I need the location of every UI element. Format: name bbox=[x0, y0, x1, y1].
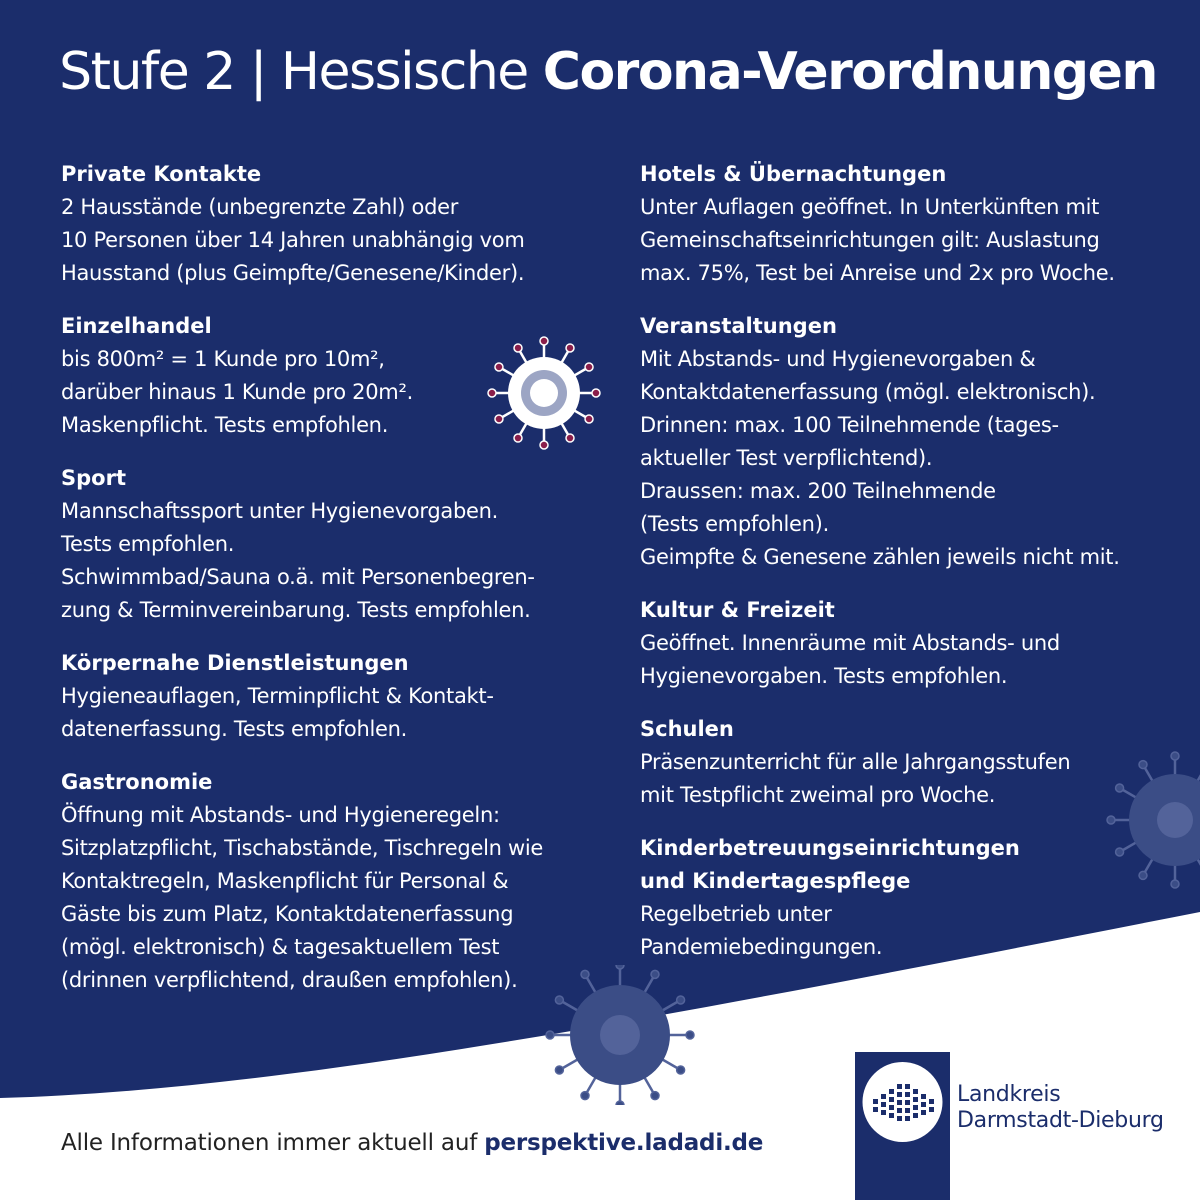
section-line: darüber hinaus 1 Kunde pro 20m². bbox=[61, 380, 413, 404]
landkreis-logo bbox=[855, 1052, 950, 1200]
section-title: Sport bbox=[61, 466, 126, 490]
section-line: (Tests empfohlen). bbox=[640, 512, 829, 536]
section-line: Gemeinschaftseinrichtungen gilt: Auslastung bbox=[640, 228, 1100, 252]
logo-grid-icon bbox=[855, 1052, 950, 1200]
section-line: 2 Hausstände (unbegrenzte Zahl) oder bbox=[61, 195, 459, 219]
virus-icon bbox=[483, 332, 605, 454]
section-line: Gäste bis zum Platz, Kontaktdatenerfassung bbox=[61, 902, 514, 926]
section-line: Präsenzunterricht für alle Jahrgangsstufen bbox=[640, 750, 1071, 774]
section-line: aktueller Test verpflichtend). bbox=[640, 446, 933, 470]
section-line: Geöffnet. Innenräume mit Abstands- und bbox=[640, 631, 1060, 655]
section-line: Geimpfte & Genesene zählen jeweils nicht mit. bbox=[640, 545, 1120, 569]
title-light: Stufe 2 | Hessische bbox=[59, 42, 543, 102]
section-gastronomie bbox=[61, 766, 621, 997]
footer-url-link[interactable]: perspektive.ladadi.de bbox=[484, 1130, 764, 1156]
section-line: Kontaktregeln, Maskenpflicht für Personal & bbox=[61, 869, 509, 893]
section-line: Öffnung mit Abstands- und Hygieneregeln: bbox=[61, 803, 500, 827]
page-title bbox=[0, 42, 1200, 102]
section-line: Schwimmbad/Sauna o.ä. mit Personenbegren- bbox=[61, 565, 535, 589]
brand-name bbox=[957, 1082, 1164, 1134]
section-line: Mannschaftssport unter Hygienevorgaben. bbox=[61, 499, 499, 523]
section-line: zung & Terminvereinbarung. Tests empfohlen. bbox=[61, 598, 531, 622]
section-line: 10 Personen über 14 Jahren unabhängig vom bbox=[61, 228, 525, 252]
section-sport bbox=[61, 462, 621, 627]
section-line: Unter Auflagen geöffnet. In Unterkünften mit bbox=[640, 195, 1100, 219]
section-line: Hausstand (plus Geimpfte/Genesene/Kinder). bbox=[61, 261, 525, 285]
section-line: Tests empfohlen. bbox=[61, 532, 235, 556]
title-bold: Corona-Verordnungen bbox=[542, 42, 1157, 102]
section-line: Hygienevorgaben. Tests empfohlen. bbox=[640, 664, 1008, 688]
section-line: Maskenpflicht. Tests empfohlen. bbox=[61, 413, 389, 437]
footer-info bbox=[61, 1130, 763, 1156]
section-hotels bbox=[640, 158, 1185, 290]
section-line: datenerfassung. Tests empfohlen. bbox=[61, 717, 408, 741]
left-column bbox=[61, 158, 621, 1017]
section-line: Regelbetrieb unter bbox=[640, 902, 832, 926]
section-line: Kontaktdatenerfassung (mögl. elektronisch). bbox=[640, 380, 1096, 404]
virus-icon bbox=[535, 965, 705, 1105]
section-line: bis 800m² = 1 Kunde pro 10m², bbox=[61, 347, 385, 371]
section-kultur-freizeit bbox=[640, 594, 1185, 693]
section-line: mit Testpflicht zweimal pro Woche. bbox=[640, 783, 996, 807]
section-veranstaltungen bbox=[640, 310, 1185, 574]
brand-line1: Landkreis bbox=[957, 1082, 1061, 1107]
section-line: Sitzplatzpflicht, Tischabstände, Tischregeln wie bbox=[61, 836, 544, 860]
section-title: und Kindertagespflege bbox=[640, 869, 911, 893]
footer-prefix: Alle Informationen immer aktuell auf bbox=[61, 1130, 485, 1156]
section-koerpernahe-dienstleistungen bbox=[61, 647, 621, 746]
virus-icon bbox=[1100, 740, 1200, 900]
section-title: Schulen bbox=[640, 717, 734, 741]
section-line: Pandemiebedingungen. bbox=[640, 935, 883, 959]
section-title: Veranstaltungen bbox=[640, 314, 837, 338]
section-line: (mögl. elektronisch) & tagesaktuellem Test bbox=[61, 935, 500, 959]
section-line: Draussen: max. 200 Teilnehmende bbox=[640, 479, 996, 503]
section-line: Mit Abstands- und Hygienevorgaben & bbox=[640, 347, 1036, 371]
section-private-kontakte bbox=[61, 158, 621, 290]
section-title: Körpernahe Dienstleistungen bbox=[61, 651, 409, 675]
section-title: Kinderbetreuungseinrichtungen bbox=[640, 836, 1020, 860]
brand-line2: Darmstadt-Dieburg bbox=[957, 1108, 1164, 1133]
section-title: Hotels & Übernachtungen bbox=[640, 162, 947, 186]
section-line: max. 75%, Test bei Anreise und 2x pro Woche. bbox=[640, 261, 1115, 285]
section-line: Hygieneauflagen, Terminpflicht & Kontakt- bbox=[61, 684, 494, 708]
section-line: Drinnen: max. 100 Teilnehmende (tages- bbox=[640, 413, 1059, 437]
section-title: Kultur & Freizeit bbox=[640, 598, 835, 622]
section-line: (drinnen verpflichtend, draußen empfohlen). bbox=[61, 968, 518, 992]
section-title: Gastronomie bbox=[61, 770, 213, 794]
section-title: Einzelhandel bbox=[61, 314, 212, 338]
section-title: Private Kontakte bbox=[61, 162, 262, 186]
